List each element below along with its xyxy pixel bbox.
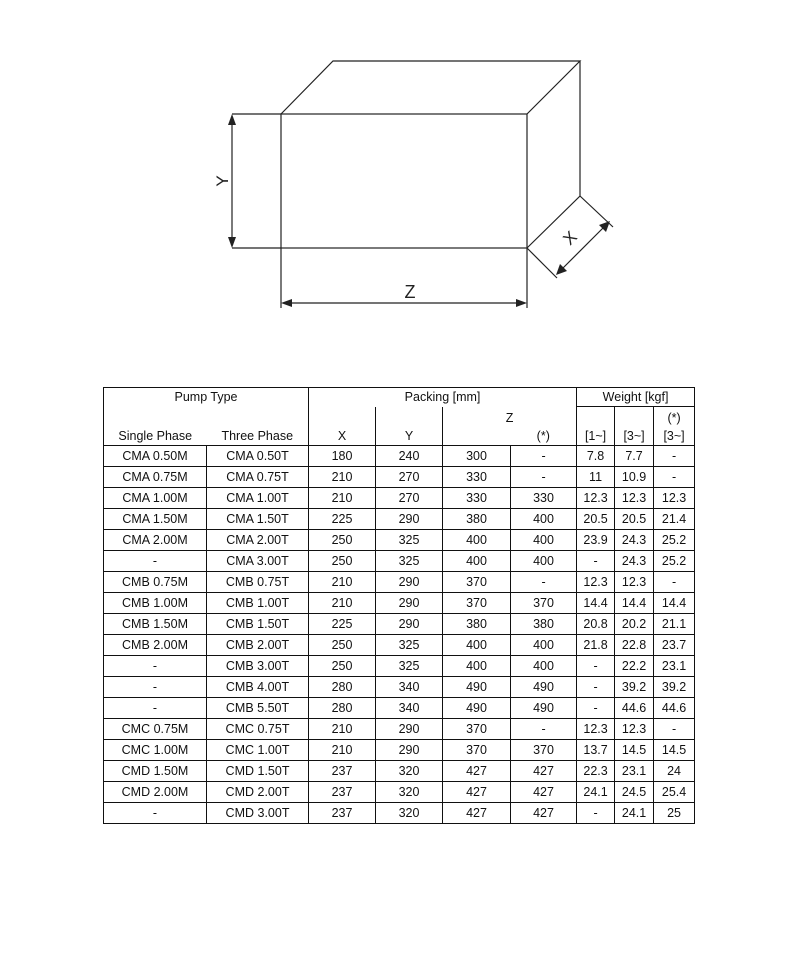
z-star-cell: 400	[511, 656, 577, 677]
single-phase-cell: CMB 2.00M	[104, 635, 207, 656]
weight-1-phase-cell: 12.3	[577, 572, 615, 593]
weight-3-phase-star-cell: 25	[654, 803, 695, 824]
y-cell: 325	[376, 656, 443, 677]
weight-3-phase-star-cell: 25.2	[654, 551, 695, 572]
single-phase-cell: -	[104, 551, 207, 572]
single-phase-cell: CMC 0.75M	[104, 719, 207, 740]
z-star-cell: -	[511, 446, 577, 467]
single-phase-cell: CMD 1.50M	[104, 761, 207, 782]
weight-3-phase-star-cell: -	[654, 719, 695, 740]
z-cell: 330	[443, 467, 511, 488]
table-row	[104, 488, 695, 509]
weight-1-phase-cell: -	[577, 698, 615, 719]
z-cell: 400	[443, 530, 511, 551]
z-cell: 400	[443, 551, 511, 572]
single-phase-cell: CMA 0.50M	[104, 446, 207, 467]
z-star-cell: 380	[511, 614, 577, 635]
single-phase-cell: CMB 1.00M	[104, 593, 207, 614]
y-cell: 320	[376, 782, 443, 803]
z-cell: 370	[443, 740, 511, 761]
z-cell: 380	[443, 614, 511, 635]
z-star-cell: 370	[511, 740, 577, 761]
weight-3-phase-cell: 22.2	[615, 656, 654, 677]
z-star-cell: 400	[511, 635, 577, 656]
weight-3-phase-cell: 14.4	[615, 593, 654, 614]
weight-1-phase-cell: 7.8	[577, 446, 615, 467]
y-cell: 320	[376, 803, 443, 824]
weight-1-phase-cell: 14.4	[577, 593, 615, 614]
weight-1-phase-cell: -	[577, 656, 615, 677]
z-cell: 370	[443, 572, 511, 593]
weight-3-phase-cell: 23.1	[615, 761, 654, 782]
weight-1-phase-cell: 22.3	[577, 761, 615, 782]
three-phase-cell: CMA 1.00T	[207, 488, 309, 509]
single-phase-cell: CMA 1.50M	[104, 509, 207, 530]
y-cell: 290	[376, 740, 443, 761]
z-star-cell: 427	[511, 782, 577, 803]
weight-3-phase-star-cell: 25.4	[654, 782, 695, 803]
table-row	[104, 446, 695, 467]
x-cell: 180	[309, 446, 376, 467]
z-cell: 427	[443, 803, 511, 824]
three-phase-cell: CMA 3.00T	[207, 551, 309, 572]
weight-1-phase-cell: 13.7	[577, 740, 615, 761]
z-star-cell: -	[511, 719, 577, 740]
table-row	[104, 509, 695, 530]
table-row	[104, 677, 695, 698]
z-star-cell: 490	[511, 698, 577, 719]
three-phase-cell: CMC 0.75T	[207, 719, 309, 740]
z-cell: 300	[443, 446, 511, 467]
weight-3-phase-cell: 24.5	[615, 782, 654, 803]
weight-3-phase-star-cell: 25.2	[654, 530, 695, 551]
x-cell: 280	[309, 698, 376, 719]
weight-1-phase-header: [1~]	[577, 425, 615, 446]
y-cell: 270	[376, 467, 443, 488]
x-cell: 210	[309, 467, 376, 488]
z-cell: 400	[443, 656, 511, 677]
weight-3-phase-cell: 12.3	[615, 719, 654, 740]
three-phase-cell: CMA 0.75T	[207, 467, 309, 488]
pump-type-header: Pump Type	[104, 388, 309, 407]
x-cell: 237	[309, 761, 376, 782]
z-star-column-header: (*)	[511, 425, 577, 446]
table-row	[104, 782, 695, 803]
box-top-edge	[281, 61, 580, 114]
three-phase-cell: CMB 5.50T	[207, 698, 309, 719]
single-phase-cell: CMA 2.00M	[104, 530, 207, 551]
z-star-cell: 490	[511, 677, 577, 698]
three-phase-cell: CMB 2.00T	[207, 635, 309, 656]
x-cell: 250	[309, 635, 376, 656]
weight-3-phase-header: [3~]	[615, 425, 654, 446]
table-row	[104, 761, 695, 782]
weight-3-phase-cell: 12.3	[615, 488, 654, 509]
weight-3-phase-star-cell: 23.1	[654, 656, 695, 677]
weight-header: Weight [kgf]	[577, 388, 695, 407]
table-row	[104, 530, 695, 551]
weight-3-phase-cell: 24.3	[615, 530, 654, 551]
three-phase-cell: CMA 0.50T	[207, 446, 309, 467]
single-phase-cell: CMC 1.00M	[104, 740, 207, 761]
z-star-cell: 400	[511, 509, 577, 530]
x-cell: 250	[309, 551, 376, 572]
z-column-header: Z	[443, 407, 577, 426]
weight-3-phase-cell: 24.1	[615, 803, 654, 824]
z-star-cell: -	[511, 572, 577, 593]
z-star-cell: 400	[511, 551, 577, 572]
three-phase-cell: CMD 2.00T	[207, 782, 309, 803]
x-label: X	[559, 227, 581, 249]
weight-1-phase-cell: -	[577, 803, 615, 824]
y-cell: 290	[376, 572, 443, 593]
three-phase-cell: CMB 3.00T	[207, 656, 309, 677]
z-star-cell: 427	[511, 761, 577, 782]
y-cell: 325	[376, 635, 443, 656]
weight-3-phase-star-cell: -	[654, 572, 695, 593]
x-column-header: X	[309, 425, 376, 446]
weight-3-phase-star-cell: 24	[654, 761, 695, 782]
z-star-cell: -	[511, 467, 577, 488]
x-cell: 210	[309, 593, 376, 614]
table-row	[104, 803, 695, 824]
z-star-cell: 370	[511, 593, 577, 614]
single-phase-cell: CMB 0.75M	[104, 572, 207, 593]
z-cell: 400	[443, 635, 511, 656]
three-phase-cell: CMB 0.75T	[207, 572, 309, 593]
weight-1-phase-cell: 20.5	[577, 509, 615, 530]
x-cell: 225	[309, 614, 376, 635]
weight-3-phase-star-cell: 39.2	[654, 677, 695, 698]
z-cell: 427	[443, 782, 511, 803]
y-cell: 340	[376, 677, 443, 698]
weight-3-phase-cell: 12.3	[615, 572, 654, 593]
y-label: Y	[213, 175, 232, 187]
table-row	[104, 467, 695, 488]
z-cell: 330	[443, 488, 511, 509]
box-front-face	[281, 114, 527, 248]
z-cell: 427	[443, 761, 511, 782]
weight-3-phase-cell: 39.2	[615, 677, 654, 698]
table-row	[104, 719, 695, 740]
weight-1-phase-cell: 20.8	[577, 614, 615, 635]
packing-table	[103, 387, 695, 824]
y-cell: 320	[376, 761, 443, 782]
z-cell: 490	[443, 677, 511, 698]
weight-1-phase-cell: 12.3	[577, 488, 615, 509]
weight-3-phase-cell: 14.5	[615, 740, 654, 761]
y-cell: 290	[376, 509, 443, 530]
z-cell: 380	[443, 509, 511, 530]
weight-3-phase-star-cell: 44.6	[654, 698, 695, 719]
table-row	[104, 614, 695, 635]
three-phase-cell: CMA 2.00T	[207, 530, 309, 551]
weight-3-phase-star-cell: 23.7	[654, 635, 695, 656]
three-phase-cell: CMC 1.00T	[207, 740, 309, 761]
weight-3-phase-star-cell: 14.5	[654, 740, 695, 761]
z-star-cell: 427	[511, 803, 577, 824]
single-phase-cell: CMD 2.00M	[104, 782, 207, 803]
weight-3-phase-cell: 24.3	[615, 551, 654, 572]
table-row	[104, 740, 695, 761]
weight-1-phase-cell: -	[577, 551, 615, 572]
single-phase-header: Single Phase	[104, 425, 207, 446]
weight-3-phase-star-cell: 14.4	[654, 593, 695, 614]
table-row	[104, 551, 695, 572]
three-phase-cell: CMB 1.50T	[207, 614, 309, 635]
y-cell: 290	[376, 719, 443, 740]
y-cell: 325	[376, 551, 443, 572]
weight-3-phase-cell: 22.8	[615, 635, 654, 656]
x-cell: 210	[309, 719, 376, 740]
table-row	[104, 656, 695, 677]
z-star-cell: 330	[511, 488, 577, 509]
x-cell: 237	[309, 803, 376, 824]
three-phase-cell: CMD 3.00T	[207, 803, 309, 824]
three-phase-cell: CMB 4.00T	[207, 677, 309, 698]
table-row	[104, 572, 695, 593]
z-star-cell: 400	[511, 530, 577, 551]
z-cell: 490	[443, 698, 511, 719]
y-cell: 290	[376, 614, 443, 635]
x-cell: 280	[309, 677, 376, 698]
y-cell: 340	[376, 698, 443, 719]
weight-3-phase-cell: 44.6	[615, 698, 654, 719]
x-cell: 237	[309, 782, 376, 803]
single-phase-cell: -	[104, 656, 207, 677]
three-phase-header: Three Phase	[207, 425, 309, 446]
z-cell: 370	[443, 593, 511, 614]
weight-3-phase-star-header: [3~]	[654, 425, 695, 446]
table-row	[104, 593, 695, 614]
packing-header: Packing [mm]	[309, 388, 577, 407]
weight-1-phase-cell: 12.3	[577, 719, 615, 740]
x-cell: 250	[309, 530, 376, 551]
y-cell: 325	[376, 530, 443, 551]
box-side-edge	[527, 61, 580, 248]
three-phase-cell: CMA 1.50T	[207, 509, 309, 530]
x-cell: 210	[309, 488, 376, 509]
y-cell: 270	[376, 488, 443, 509]
box-dimensions-diagram	[0, 0, 802, 330]
table-row	[104, 698, 695, 719]
weight-3-phase-cell: 20.5	[615, 509, 654, 530]
single-phase-cell: -	[104, 803, 207, 824]
y-cell: 290	[376, 593, 443, 614]
weight-1-phase-cell: -	[577, 677, 615, 698]
x-cell: 225	[309, 509, 376, 530]
weight-3-phase-star-cell: 21.4	[654, 509, 695, 530]
single-phase-cell: CMA 1.00M	[104, 488, 207, 509]
weight-3-phase-star-cell: -	[654, 446, 695, 467]
weight-3-phase-cell: 7.7	[615, 446, 654, 467]
single-phase-cell: -	[104, 698, 207, 719]
weight-3-phase-star-top: (*)	[654, 407, 695, 426]
x-cell: 210	[309, 740, 376, 761]
single-phase-cell: CMA 0.75M	[104, 467, 207, 488]
weight-3-phase-star-cell: 21.1	[654, 614, 695, 635]
z-label: Z	[404, 282, 416, 302]
weight-1-phase-cell: 11	[577, 467, 615, 488]
table-row	[104, 635, 695, 656]
three-phase-cell: CMB 1.00T	[207, 593, 309, 614]
weight-1-phase-cell: 23.9	[577, 530, 615, 551]
single-phase-cell: -	[104, 677, 207, 698]
weight-1-phase-cell: 21.8	[577, 635, 615, 656]
y-column-header: Y	[376, 425, 443, 446]
z-cell: 370	[443, 719, 511, 740]
weight-3-phase-star-cell: -	[654, 467, 695, 488]
three-phase-cell: CMD 1.50T	[207, 761, 309, 782]
packing-table-body	[104, 446, 695, 824]
weight-3-phase-star-cell: 12.3	[654, 488, 695, 509]
y-cell: 240	[376, 446, 443, 467]
weight-1-phase-cell: 24.1	[577, 782, 615, 803]
x-cell: 210	[309, 572, 376, 593]
x-cell: 250	[309, 656, 376, 677]
weight-3-phase-cell: 10.9	[615, 467, 654, 488]
single-phase-cell: CMB 1.50M	[104, 614, 207, 635]
weight-3-phase-cell: 20.2	[615, 614, 654, 635]
